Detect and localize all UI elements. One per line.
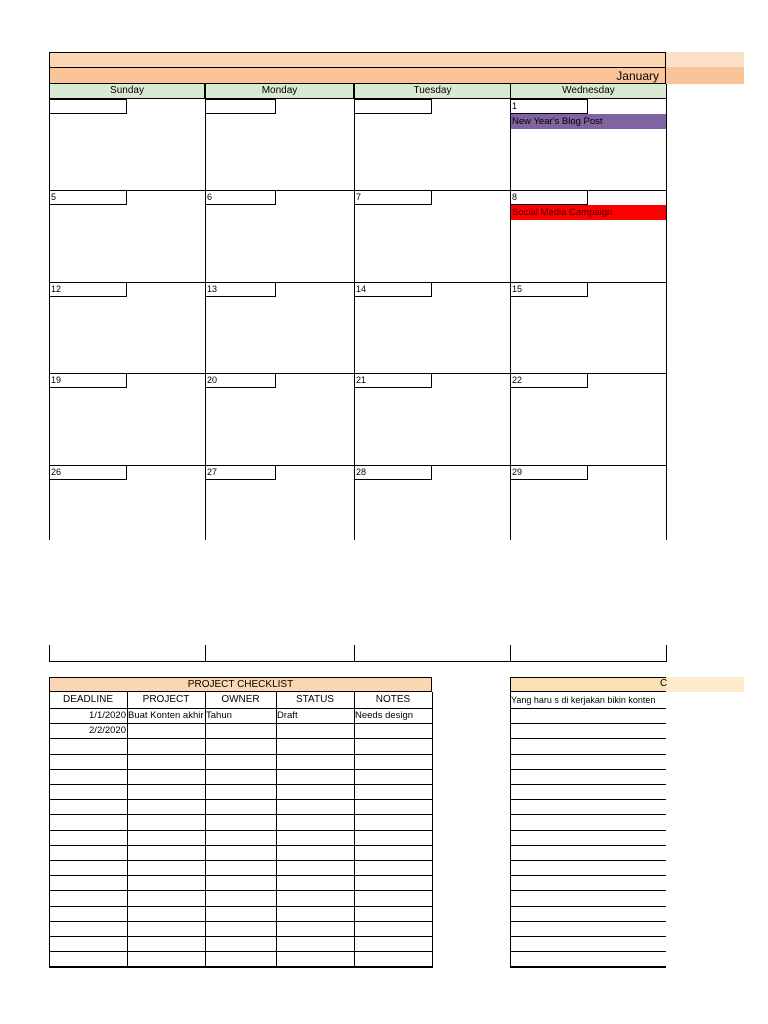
header-band <box>49 52 666 67</box>
checklist-cell-status[interactable]: Draft <box>277 710 298 721</box>
date-cell[interactable]: 22 <box>510 373 588 388</box>
checklist-row-line <box>49 845 433 846</box>
month-band <box>49 67 666 84</box>
notes-title-band <box>510 677 666 692</box>
checklist-header-status: STATUS <box>296 694 334 705</box>
date-cell[interactable] <box>205 99 276 114</box>
date-cell[interactable]: 29 <box>510 465 588 480</box>
checklist-row-line <box>49 906 433 907</box>
header-band-extension <box>666 52 744 67</box>
notes-row-line <box>510 890 666 891</box>
notes-row-line <box>510 814 666 815</box>
day-header-tuesday: Tuesday <box>354 84 511 99</box>
date-cell[interactable]: 26 <box>49 465 127 480</box>
grid-column-line <box>49 645 50 662</box>
notes-row-line <box>510 845 666 846</box>
notes-row-line <box>510 951 666 952</box>
checklist-row-line <box>49 921 433 922</box>
checklist-row-line <box>49 875 433 876</box>
checklist-row-line <box>49 799 433 800</box>
date-cell[interactable]: 14 <box>354 282 432 297</box>
checklist-row-line <box>49 951 433 952</box>
grid-column-line <box>510 645 511 662</box>
date-cell[interactable]: 6 <box>205 190 276 205</box>
checklist-row-line <box>49 860 433 861</box>
notes-row-line <box>510 875 666 876</box>
date-cell[interactable]: 15 <box>510 282 588 297</box>
notes-row-line <box>510 860 666 861</box>
date-cell[interactable] <box>354 99 432 114</box>
notes-row-line <box>510 723 666 724</box>
date-cell[interactable]: 21 <box>354 373 432 388</box>
notes-row-line <box>510 784 666 785</box>
date-cell[interactable]: 7 <box>354 190 432 205</box>
event-new-years-blog-post[interactable]: New Year's Blog Post <box>511 114 666 129</box>
checklist-row-line <box>49 754 433 755</box>
event-social-media-campaign[interactable]: Social Media Campaign <box>511 205 666 220</box>
date-cell[interactable]: 12 <box>49 282 127 297</box>
notes-row-line <box>510 921 666 922</box>
checklist-row-line <box>49 769 433 770</box>
date-cell[interactable]: 5 <box>49 190 127 205</box>
notes-row-line <box>510 738 666 739</box>
notes-text[interactable]: Yang haru s di kerjakan bikin konten <box>511 695 656 705</box>
checklist-cell-deadline[interactable]: 2/2/2020 <box>89 725 126 736</box>
date-cell[interactable]: 13 <box>205 282 276 297</box>
checklist-header-deadline: DEADLINE <box>62 694 113 705</box>
date-cell[interactable] <box>49 99 127 114</box>
date-cell[interactable]: 8 <box>510 190 588 205</box>
notes-title-extension <box>660 677 744 692</box>
day-header-sunday: Sunday <box>49 84 205 99</box>
checklist-header-notes: NOTES <box>375 694 411 705</box>
notes-row-line <box>510 708 666 709</box>
notes-row-line <box>510 936 666 937</box>
checklist-bottom-line <box>49 967 433 968</box>
month-title: January <box>616 69 659 83</box>
checklist-row-line <box>49 723 433 724</box>
notes-row-line <box>510 799 666 800</box>
notes-bottom-line <box>510 967 666 968</box>
checklist-cell-project[interactable]: Buat Konten akhir <box>128 710 204 721</box>
checklist-row-line <box>49 890 433 891</box>
notes-row-line <box>510 830 666 831</box>
checklist-row-line <box>49 738 433 739</box>
grid-column-line <box>666 645 667 662</box>
checklist-header-owner: OWNER <box>221 694 260 705</box>
notes-row-line <box>510 906 666 907</box>
notes-title-fragment: C <box>660 678 668 689</box>
grid-bottom-line <box>49 661 667 662</box>
checklist-cell-deadline[interactable]: 1/1/2020 <box>89 710 126 721</box>
checklist-row-line <box>49 708 433 709</box>
day-header-wednesday: Wednesday <box>510 84 667 99</box>
date-cell[interactable]: 28 <box>354 465 432 480</box>
date-cell[interactable]: 27 <box>205 465 276 480</box>
date-cell[interactable]: 1 <box>510 99 588 114</box>
notes-row-line <box>510 769 666 770</box>
checklist-row-line <box>49 814 433 815</box>
grid-column-line <box>666 99 667 540</box>
checklist-row-line <box>49 936 433 937</box>
checklist-title: PROJECT CHECKLIST <box>49 677 432 692</box>
grid-column-line <box>354 645 355 662</box>
checklist-header-project: PROJECT <box>142 694 190 705</box>
checklist-cell-notes[interactable]: Needs design <box>355 710 414 721</box>
date-cell[interactable]: 19 <box>49 373 127 388</box>
notes-row-line <box>510 754 666 755</box>
checklist-row-line <box>49 784 433 785</box>
day-header-monday: Monday <box>205 84 354 99</box>
month-band-extension <box>666 67 744 84</box>
grid-column-line <box>205 645 206 662</box>
checklist-cell-owner[interactable]: Tahun <box>206 710 232 721</box>
checklist-row-line <box>49 830 433 831</box>
date-cell[interactable]: 20 <box>205 373 276 388</box>
